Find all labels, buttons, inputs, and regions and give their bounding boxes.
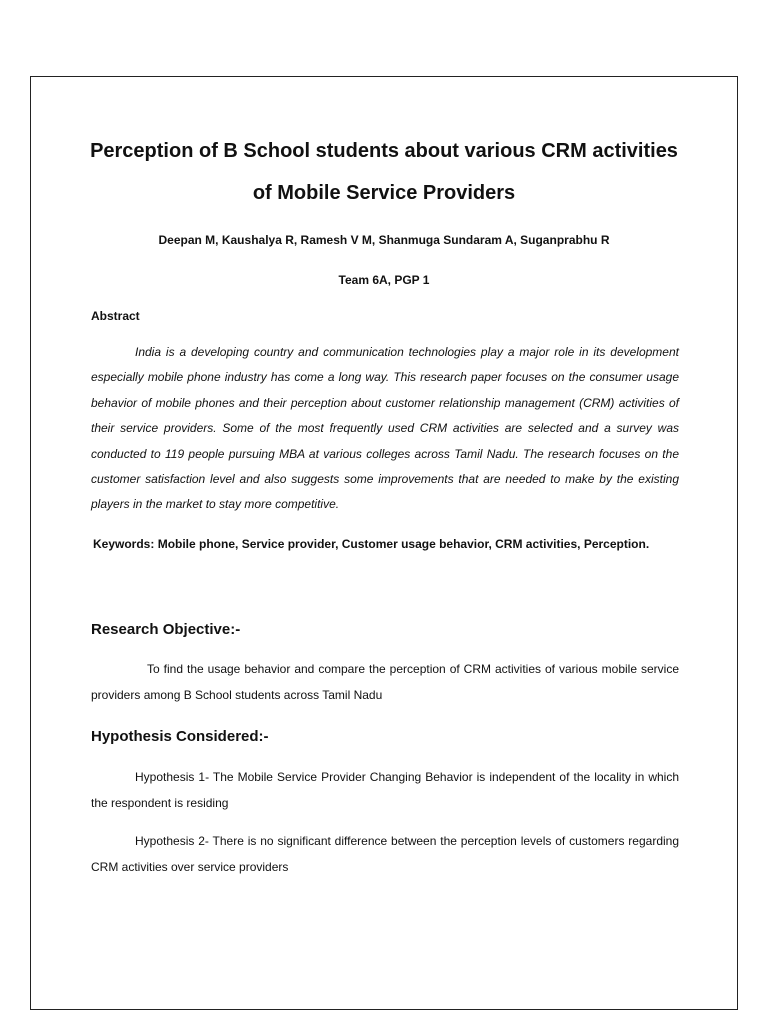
- hypothesis-heading: Hypothesis Considered:-: [91, 728, 269, 745]
- abstract-text: India is a developing country and communication technologies play a major role in its development especially mobile phone industry has come a long way. This research paper focuses on the consumer usage behavior of mobile phones and their perception about customer relationship management (CRM) activities of their service providers. Some of the most frequently used CRM activities are selected and a survey was conducted to 119 people pursuing MBA at various colleges across Tamil Nadu. The research focuses on the customer satisfaction level and also suggests some improvements that are needed to make by the existing players in the market to stay more competitive.: [91, 345, 679, 512]
- team-label: Team 6A, PGP 1: [338, 273, 430, 287]
- paper-title-line-2: of Mobile Service Providers: [252, 182, 516, 204]
- research-objective-heading: Research Objective:-: [91, 621, 241, 638]
- keywords-line: [93, 536, 693, 552]
- paper-title-line-1: Perception of B School students about various CRM activities: [90, 140, 678, 162]
- keywords-label: Keywords:: [93, 537, 155, 551]
- abstract-heading: Abstract: [91, 309, 140, 323]
- hypothesis-2-text: Hypothesis 2- There is no significant difference between the perception levels of customers regarding CRM activities over service providers: [91, 834, 679, 874]
- research-objective-text: To find the usage behavior and compare the perception of CRM activities of various mobile service providers among B School students across Tamil Nadu: [91, 662, 679, 702]
- keywords-text: Mobile phone, Service provider, Customer usage behavior, CRM activities, Perception.: [154, 537, 650, 551]
- hypothesis-1-text: Hypothesis 1- The Mobile Service Provider Changing Behavior is independent of the locality in which the respondent is residing: [91, 770, 679, 810]
- author-list: Deepan M, Kaushalya R, Ramesh V M, Shanmuga Sundaram A, Suganprabhu R: [158, 233, 610, 247]
